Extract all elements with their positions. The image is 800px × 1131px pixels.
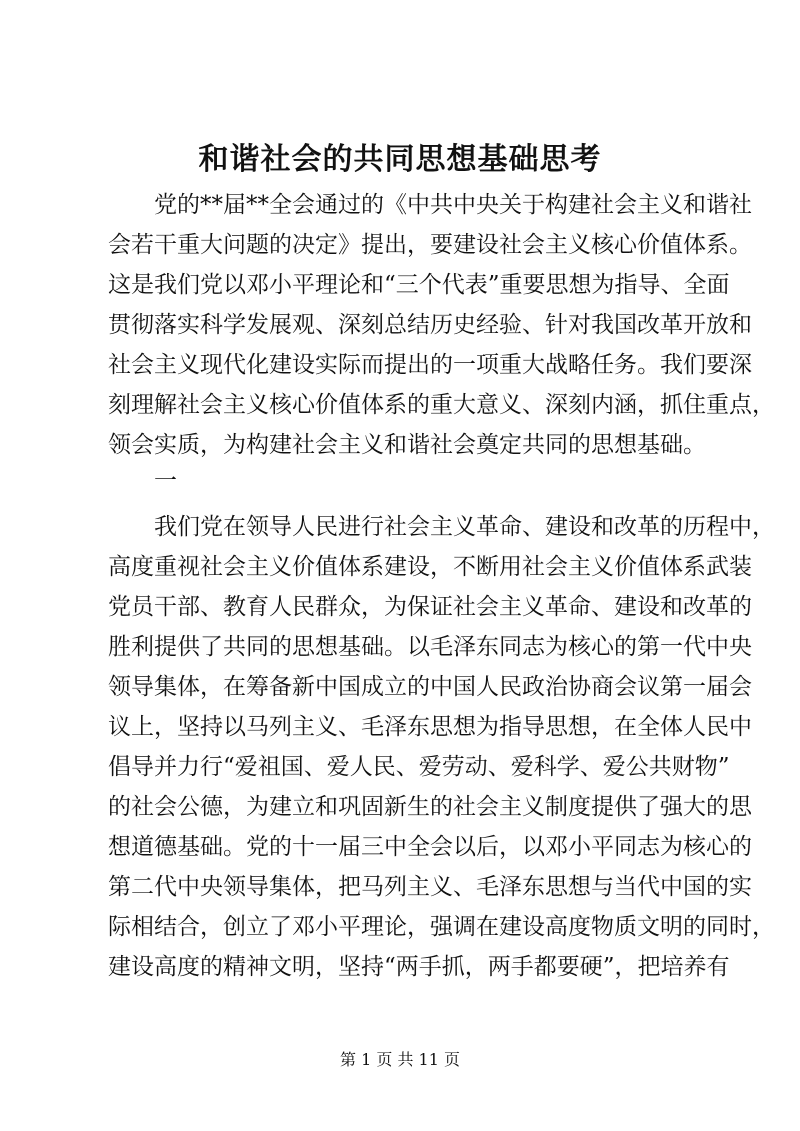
paragraph-2-line-2: 高度重视社会主义价值体系建设，不断用社会主义价值体系武装 [108, 554, 752, 580]
paragraph-2-line-12: 建设高度的精神文明，坚持“两手抓，两手都要硬”，把培养有 [108, 954, 730, 980]
paragraph-2-line-7: 倡导并力行“爱祖国、爱人民、爱劳动、爱科学、爱公共财物” [108, 754, 730, 780]
paragraph-1-line-6: 刻理解社会主义核心价值体系的重大意义、深刻内涵，抓住重点， [108, 392, 775, 418]
paragraph-1-line-2: 会若干重大问题的决定》提出，要建设社会主义核心价值体系。 [108, 232, 752, 258]
paragraph-1-line-1: 党的**届**全会通过的《中共中央关于构建社会主义和谐社 [154, 192, 752, 218]
paragraph-2-line-6: 议上，坚持以马列主义、毛泽东思想为指导思想，在全体人民中 [108, 714, 752, 740]
paragraph-2-line-4: 胜利提供了共同的思想基础。以毛泽东同志为核心的第一代中央 [108, 634, 752, 660]
document-title: 和谐社会的共同思想基础思考 [198, 142, 602, 177]
paragraph-1-line-3: 这是我们党以邓小平理论和“三个代表”重要思想为指导、全面 [108, 272, 730, 298]
paragraph-1-line-4: 贯彻落实科学发展观、深刻总结历史经验、针对我国改革开放和 [108, 312, 752, 338]
page-footer: 第 1 页 共 11 页 [340, 1050, 460, 1069]
paragraph-2-line-9: 想道德基础。党的十一届三中全会以后，以邓小平同志为核心的 [108, 834, 752, 860]
paragraph-1-line-5: 社会主义现代化建设实际而提出的一项重大战略任务。我们要深 [108, 352, 752, 378]
paragraph-2-line-1: 我们党在领导人民进行社会主义革命、建设和改革的历程中， [154, 514, 775, 540]
paragraph-2-line-10: 第二代中央领导集体，把马列主义、毛泽东思想与当代中国的实 [108, 874, 752, 900]
paragraph-2-line-5: 领导集体，在筹备新中国成立的中国人民政治协商会议第一届会 [108, 674, 752, 700]
paragraph-1-line-7: 领会实质，为构建社会主义和谐社会奠定共同的思想基础。 [108, 432, 706, 458]
paragraph-2-line-3: 党员干部、教育人民群众，为保证社会主义革命、建设和改革的 [108, 594, 752, 620]
paragraph-2-line-11: 际相结合，创立了邓小平理论，强调在建设高度物质文明的同时， [108, 914, 775, 940]
section-marker: 一 [154, 468, 177, 494]
paragraph-2-line-8: 的社会公德，为建立和巩固新生的社会主义制度提供了强大的思 [108, 794, 752, 820]
